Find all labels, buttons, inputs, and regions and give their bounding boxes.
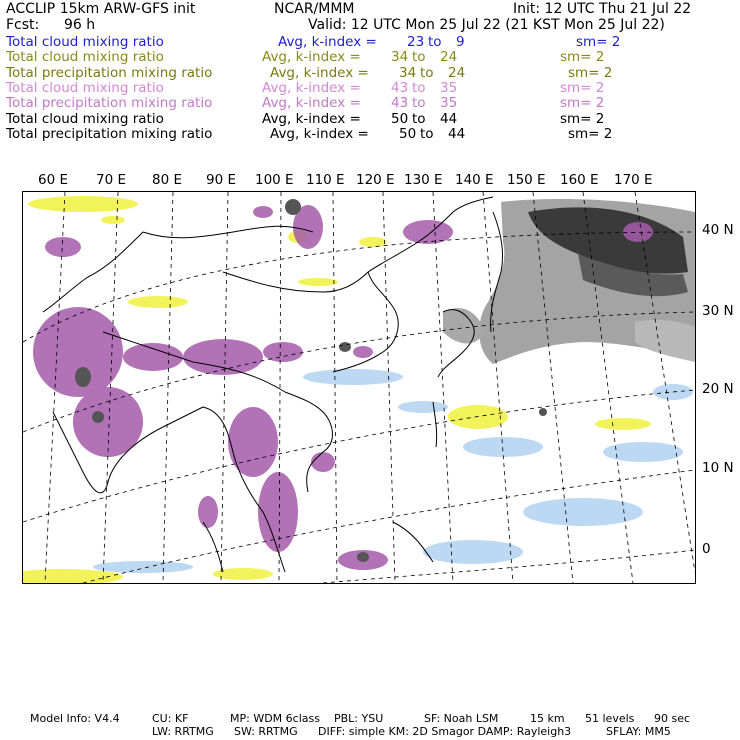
pbl-scheme: PBL: YSU — [334, 712, 384, 725]
field-to: to — [412, 79, 426, 96]
field-to: to — [428, 34, 442, 50]
field-k-to: 35 — [440, 95, 458, 112]
field-avg: Avg, k-index = — [262, 79, 361, 96]
lon-label: 130 E — [404, 172, 443, 188]
field-k-from: 23 — [407, 34, 425, 50]
lon-label: 60 E — [38, 172, 68, 188]
lw-scheme: LW: RRTMG — [152, 725, 214, 738]
field-name: Total precipitation mixing ratio — [6, 95, 213, 112]
lon-label: 120 E — [356, 172, 395, 188]
field-sm: sm= 2 — [560, 95, 605, 112]
field-name: Total cloud mixing ratio — [6, 79, 164, 96]
lat-label: 20 N — [702, 381, 734, 397]
field-sm: sm= 2 — [568, 64, 613, 81]
field-avg: Avg, k-index = — [262, 110, 361, 127]
field-sm: sm= 2 — [560, 49, 605, 66]
lat-label: 0 — [702, 541, 711, 557]
sw-scheme: SW: RRTMG — [234, 725, 298, 738]
field-to: to — [412, 95, 426, 112]
cu-scheme: CU: KF — [152, 712, 189, 725]
field-sm: sm= 2 — [560, 110, 605, 127]
field-k-from: 43 — [391, 95, 409, 112]
field-avg: Avg, k-index = — [262, 95, 361, 112]
field-name: Total cloud mixing ratio — [6, 34, 164, 50]
mp-scheme: MP: WDM 6class — [230, 712, 320, 725]
field-to: to — [412, 110, 426, 127]
diff-damp: DIFF: simple KM: 2D Smagor DAMP: Rayleigh3 — [318, 725, 572, 738]
center-label: NCAR/MMM — [274, 1, 355, 17]
field-k-to: 44 — [448, 125, 466, 142]
field-sm: sm= 2 — [568, 125, 613, 142]
fcst-label: Fcst: — [6, 17, 40, 33]
init-time: Init: 12 UTC Thu 21 Jul 22 — [513, 1, 692, 17]
valid-time: Valid: 12 UTC Mon 25 Jul 22 (21 KST Mon 25 Jul 22) — [308, 17, 665, 33]
grey-cloud-field — [443, 199, 695, 364]
map-canvas — [23, 192, 695, 583]
field-name: Total precipitation mixing ratio — [6, 125, 213, 142]
lon-label: 160 E — [560, 172, 599, 188]
levels: 51 levels — [585, 712, 635, 725]
lat-label: 10 N — [702, 460, 734, 476]
field-sm: sm= 2 — [560, 79, 605, 96]
field-k-to: 24 — [440, 49, 458, 66]
field-k-to: 35 — [440, 79, 458, 96]
lon-label: 150 E — [507, 172, 546, 188]
field-name: Total cloud mixing ratio — [6, 49, 164, 66]
field-name: Total precipitation mixing ratio — [6, 64, 213, 81]
field-k-to: 9 — [456, 34, 465, 50]
forecast-map — [22, 191, 696, 584]
fcst-value: 96 h — [64, 17, 96, 33]
field-name: Total cloud mixing ratio — [6, 110, 164, 127]
field-k-from: 50 — [391, 110, 409, 127]
lat-label: 40 N — [702, 222, 734, 238]
resolution: 15 km — [530, 712, 565, 725]
sf-scheme: SF: Noah LSM — [424, 712, 499, 725]
timestep: 90 sec — [654, 712, 691, 725]
lon-label: 170 E — [614, 172, 653, 188]
field-avg: Avg, k-index = — [270, 125, 369, 142]
lon-label: 80 E — [152, 172, 182, 188]
lon-label: 90 E — [206, 172, 236, 188]
field-to: to — [412, 49, 426, 66]
sflay-scheme: SFLAY: MM5 — [606, 725, 671, 738]
lon-label: 70 E — [96, 172, 126, 188]
field-avg: Avg, k-index = — [262, 49, 361, 66]
model-info: Model Info: V4.4 — [30, 712, 120, 725]
field-sm: sm= 2 — [576, 34, 621, 50]
field-k-from: 50 — [399, 125, 417, 142]
field-avg: Avg, k-index = — [270, 64, 369, 81]
field-k-from: 34 — [399, 64, 417, 81]
field-to: to — [420, 64, 434, 81]
field-k-from: 34 — [391, 49, 409, 66]
field-avg: Avg, k-index = — [278, 34, 377, 50]
field-k-to: 24 — [448, 64, 466, 81]
lon-label: 110 E — [306, 172, 345, 188]
lat-label: 30 N — [702, 303, 734, 319]
field-k-to: 44 — [440, 110, 458, 127]
field-to: to — [420, 125, 434, 142]
model-title: ACCLIP 15km ARW-GFS init — [6, 1, 196, 17]
lon-label: 140 E — [455, 172, 494, 188]
field-k-from: 43 — [391, 79, 409, 96]
lon-label: 100 E — [255, 172, 294, 188]
